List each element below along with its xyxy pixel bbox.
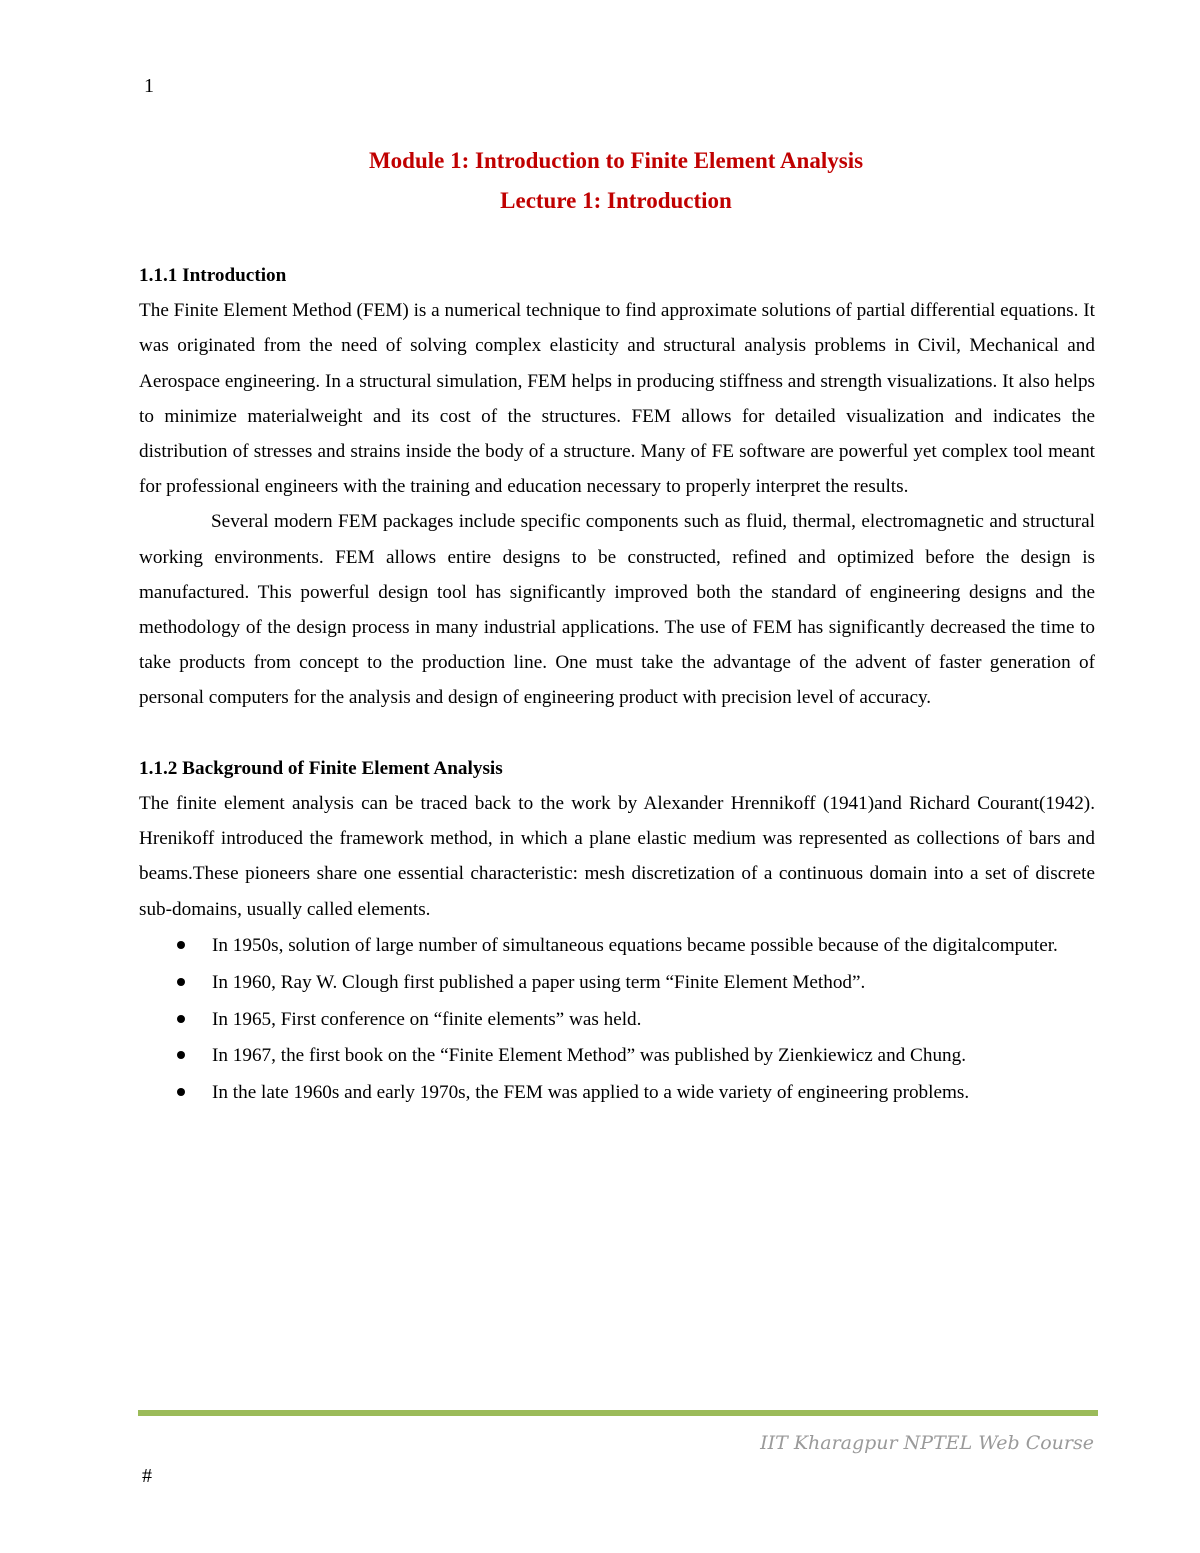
bullet-icon	[177, 1051, 185, 1059]
lecture-title: Lecture 1: Introduction	[500, 188, 732, 213]
history-bullet-list	[139, 928, 1095, 1110]
document-body	[139, 258, 1095, 1110]
module-title: Module 1: Introduction to Finite Element Analysis	[368, 148, 864, 173]
footer-page-marker: #	[142, 1465, 152, 1487]
list-item-text: In 1950s, solution of large number of simultaneous equations became possible because of the digitalcomputer.	[212, 935, 1058, 957]
list-item-text: In 1967, the first book on the “Finite Element Method” was published by Zienkiewicz and Chung.	[212, 1045, 967, 1067]
list-item	[139, 928, 1095, 963]
list-item	[139, 1075, 1095, 1110]
page-number: 1	[144, 75, 154, 97]
paragraph: The finite element analysis can be traced back to the work by Alexander Hrennikoff (1941)and Richard Courant(1942). Hrenikoff introduced the framework method, in which a plane elastic medium was represented as collections of bars and beams.These pioneers share one essential characteristic: mesh discretization of a continuous domain into a set of discrete sub-domains, usually called elements.	[139, 793, 1095, 920]
footer-course-name: IIT Kharagpur NPTEL Web Course	[760, 1432, 1094, 1454]
paragraph: The Finite Element Method (FEM) is a numerical technique to find approximate solutions of partial differential equations. It was originated from the need of solving complex elasticity and structural analysis problems in Civil, Mechanical and Aerospace engineering. In a structural simulation, FEM helps in producing stiffness and strength visualizations. It also helps to minimize materialweight and its cost of the structures. FEM allows for detailed visualization and indicates the distribution of stresses and strains inside the body of a structure. Many of FE software are powerful yet complex tool meant for professional engineers with the training and education necessary to properly interpret the results.	[139, 300, 1095, 498]
bullet-icon	[177, 1015, 185, 1023]
list-item	[139, 965, 1095, 1000]
list-item	[139, 1038, 1095, 1073]
footer-divider	[138, 1410, 1098, 1416]
section-heading-background: 1.1.2 Background of Finite Element Analysis	[139, 757, 503, 779]
list-item	[139, 1002, 1095, 1037]
bullet-icon	[177, 978, 185, 986]
list-item-text: In 1965, First conference on “finite elements” was held.	[212, 1008, 642, 1030]
paragraph: Several modern FEM packages include specific components such as fluid, thermal, electromagnetic and structural working environments. FEM allows entire designs to be constructed, refined and optimized before the design is manufactured. This powerful design tool has significantly improved both the standard of engineering designs and the methodology of the design process in many industrial applications. The use of FEM has significantly decreased the time to take products from concept to the production line. One must take the advantage of the advent of faster generation of personal computers for the analysis and design of engineering product with precision level of accuracy.	[139, 511, 1095, 709]
bullet-icon	[177, 941, 185, 949]
list-item-text: In the late 1960s and early 1970s, the FEM was applied to a wide variety of engineering problems.	[212, 1082, 970, 1104]
document-title	[0, 141, 1200, 221]
section-heading-introduction: 1.1.1 Introduction	[139, 265, 287, 286]
list-item-text: In 1960, Ray W. Clough first published a paper using term “Finite Element Method”.	[212, 972, 866, 994]
bullet-icon	[177, 1088, 185, 1096]
section-spacer	[139, 716, 1095, 751]
